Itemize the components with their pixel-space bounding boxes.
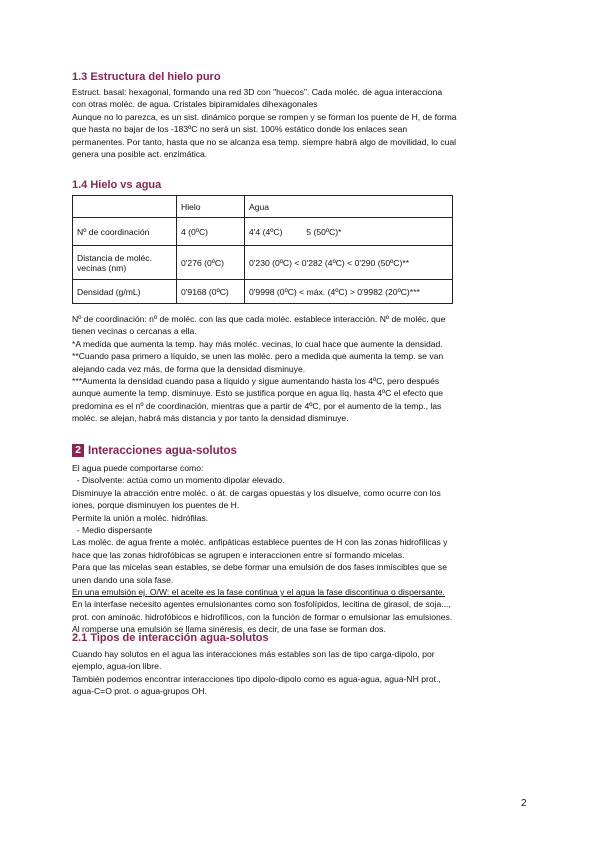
text-line: aunque aumente la temp. disminuye. Esto se justifica porque en agua líq. hasta 4ºC el efecto que xyxy=(72,388,443,399)
text-line: unen dando una sola fase. xyxy=(72,574,174,585)
table-cell-label: Nº de coordinación xyxy=(73,218,177,246)
text-line: Para que las micelas sean estables, se debe formar una emulsión de dos fases inmiscibles que se xyxy=(72,562,447,573)
text-line: Al romperse una emulsión se llama sinéresis, es decir, de una fase se forman dos. xyxy=(72,624,386,635)
text-line: alejando cada vez más, de forma que la densidad disminuye. xyxy=(72,363,306,374)
text-line: moléc. se alejan, habrá más distancia y por tanto la densidad disminuye. xyxy=(72,413,349,424)
section-2-1-body xyxy=(72,648,527,698)
section-1-3-body xyxy=(72,86,527,160)
section-1-3-heading: 1.3 Estructura del hielo puro xyxy=(72,71,221,83)
text-line: - Medio dispersante xyxy=(72,525,153,536)
text-line: prot. con aminoác. hidrofóbicos e hidrofílicos, con la función de formar o emulsionar las emulsiones. xyxy=(72,611,453,622)
text-line-underlined: En una emulsión ej. O/W: el aceite es la fase continua y el agua la fase discontinua o dispersante. xyxy=(72,587,445,598)
text-line: *A medida que aumenta la temp. hay más moléc. vecinas, lo cual hace que aumente la densidad. xyxy=(72,338,443,349)
text-line: hace que las zonas hidrofóbicas se agrupen e interaccionen entre sí formando micelas. xyxy=(72,549,405,560)
text-line: **Cuando pasa primero a líquido, se unen las moléc. pero a medida que aumenta la temp. se van xyxy=(72,351,444,362)
text-line: - Disolvente: actúa como un momento dipolar elevado. xyxy=(72,475,285,486)
table-row xyxy=(73,246,453,280)
section-number-badge: 2 xyxy=(72,444,84,457)
table-cell-hielo: 4 (0ºC) xyxy=(177,218,245,246)
text-line: con otras moléc. de agua. Cristales bipiramidales dihexagonales xyxy=(72,99,318,110)
text-line: Las moléc. de agua frente a moléc. anfipáticas establece puentes de H con las zonas hidrofílicas y xyxy=(72,537,448,548)
text-line: Disminuye la atracción entre moléc. o át. de cargas opuestas y los disuelve, como ocurre con los xyxy=(72,487,441,498)
table-header-cell: Agua xyxy=(245,196,453,218)
table-cell-label: Distancia de moléc. vecinas (nm) xyxy=(73,246,177,280)
table-cell-agua: 0'230 (0ºC) < 0'282 (4ºC) < 0'290 (50ºC)** xyxy=(245,246,453,280)
text-line: permanentes. Por tanto, hasta que no se alcanza esa temp. siempre habrá algo de movilidad, lo cual xyxy=(72,136,457,147)
text-line: ***Aumenta la densidad cuando pasa a líquido y sigue aumentando hasta los 4ºC, pero después xyxy=(72,376,440,387)
table-cell-hielo: 0'9168 (0ºC) xyxy=(177,280,245,304)
section-1-4-notes xyxy=(72,313,527,425)
table-cell-agua: 0'9998 (0ºC) < máx. (4ºC) > 0'9982 (20ºC)*** xyxy=(245,280,453,304)
text-line: También podemos encontrar interacciones tipo dipolo-dipolo como es agua-agua, agua-NH prot., xyxy=(72,673,441,684)
section-1-4-heading: 1.4 Hielo vs agua xyxy=(72,179,162,191)
comparison-table xyxy=(72,195,453,304)
text-line: Cuando hay solutos en el agua las interacciones más estables son las de tipo carga-dipolo, por xyxy=(72,649,435,659)
text-line: Permite la unión a moléc. hidrófilas. xyxy=(72,512,209,523)
text-line: agua-C=O prot. o agua-grupos OH. xyxy=(72,686,207,697)
section-2-body xyxy=(72,462,527,636)
text-line: Nº de coordinación: nº de moléc. con las que cada moléc. establece interacción. Nº de moléc. que xyxy=(72,314,446,324)
table-cell-agua: 4'4 (4ºC) 5 (50ºC)* xyxy=(245,218,453,246)
text-line: predomina es el nº de coordinación, mientras que a partir de 4ºC, por el aumento de la temp., las xyxy=(72,400,442,411)
table-row xyxy=(73,280,453,304)
text-line: genera una posible act. enzimática. xyxy=(72,149,208,160)
table-header-row xyxy=(73,196,453,218)
text-line: tienen vecinas o cercanas a ella. xyxy=(72,326,197,337)
section-2-heading xyxy=(72,444,237,457)
table-cell-hielo: 0'276 (0ºC) xyxy=(177,246,245,280)
text-line: El agua puede comportarse como: xyxy=(72,463,204,473)
section-2-1-heading: 2.1 Tipos de interacción agua-solutos xyxy=(72,632,269,644)
page-number: 2 xyxy=(521,798,527,809)
text-line: En la interfase necesito agentes emulsionantes como son fosfolípidos, lecitina de girasol, de soja..., xyxy=(72,599,451,610)
table-header-cell xyxy=(73,196,177,218)
table-row xyxy=(73,218,453,246)
text-line: ejemplo, agua-ion libre. xyxy=(72,661,162,672)
text-line: Estruct. basal: hexagonal, formando una red 3D con "huecos". Cada moléc. de agua interacciona xyxy=(72,87,443,97)
table-header-cell: Hielo xyxy=(177,196,245,218)
text-line: iones, porque disminuyen los puentes de H. xyxy=(72,500,240,511)
section-2-title: Interacciones agua-solutos xyxy=(88,444,237,457)
text-line: Aunque no lo parezca, es un sist. dinámico porque se rompen y se forman los puente de H, de forma xyxy=(72,111,457,122)
text-line: que hasta no bajar de los -183ºC no será un sist. 100% estático donde los enlaces sean xyxy=(72,124,408,135)
table-cell-label: Densidad (g/mL) xyxy=(73,280,177,304)
